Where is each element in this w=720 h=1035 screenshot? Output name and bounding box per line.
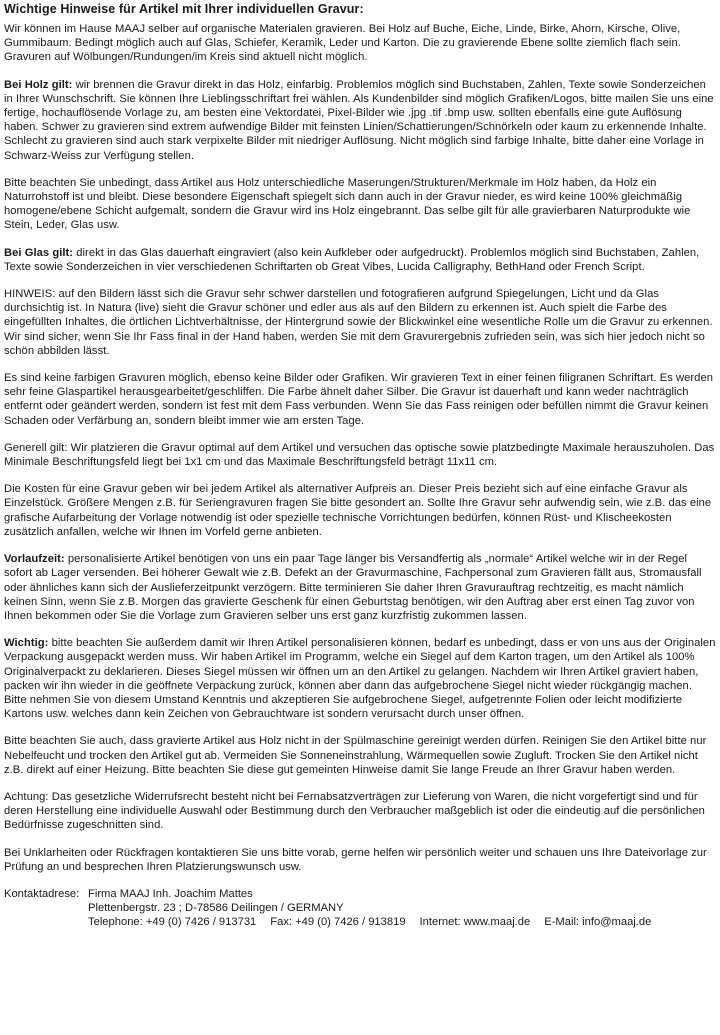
text-lead-time: personalisierte Artikel benötigen von uns ein paar Tage länger bis Versandfertig als „normale“ Artikel welche wir in der Regel sofort ab Lager versenden. Bei höherer Gewalt wie z.B. Defekt an der Gravurmaschine, Fachpersonal zum Gravieren fällt aus, Stromausfall oder ähnliches kann sich der Auslieferzeitpunkt verzögern. Bitte terminieren Sie daher Ihren Gravurauftrag rechtzeitig, es macht nämlich keinen Sinn, wenn Sie z.B. Morgen das gravierte Geschenk für einen Geburtstag benötigen, wir den Auftrag aber erst einen Tag zuvor von Ihnen bekommen oder Sie die Vorlage zum Gravieren selber uns erst ganz kurzfristig zukommen lassen. (4, 553, 702, 622)
label-lead-time: Vorlaufzeit: (4, 553, 65, 566)
text-glass: direkt in das Glas dauerhaft eingraviert (also kein Aufkleber oder aufgedruckt). Problemlos möglich sind Buchstaben, Zahlen, Texte sowie Sonderzeichen in vier verschiedenen Schriftarten ob Great Vibes, Lucida Calligraphy, BethHand oder French Script. (4, 246, 700, 273)
contact-company: Firma MAAJ Inh. Joachim Mattes (88, 887, 253, 900)
contact-web-link[interactable]: Internet: www.maaj.de (419, 916, 531, 929)
paragraph-costs: Die Kosten für eine Gravur geben wir bei jedem Artikel als alternativer Aufpreis an. Dieser Preis bezieht sich auf eine einfache Gravur als Einzelstück. Größere Mengen z.B. für Seriengravuren fragen Sie bitte gesondert an. Sollte Ihre Gravur sehr aufwendig sein, wie z.B. das eine grafische Aufarbeitung der Vorlage notwendig ist oder spezielle technische Vorrichtungen bedürfen, können Rüst- und Klischeekosten zusätzlich anfallen, welche wir Ihnen im Vorfeld gerne anbieten. (4, 483, 712, 538)
label-wood: Bei Holz gilt: (4, 78, 73, 91)
paragraph-wood (4, 78, 716, 163)
paragraph-lead-time (4, 552, 716, 623)
text-wood: wir brennen die Gravur direkt in das Holz, einfarbig. Problemlos möglich sind Buchstaben, Zahlen, Texte sowie Sonderzeichen in Ihrer Wunschschrift. Sie können Ihre Lieblingsschriftart frei wählen. Als Kundenbilder sind möglich Grafiken/Logos, bitte mailen Sie uns eine fertige, hochauflösende Vorlage zu, am besten eine Vektordatei, Pixel-Bilder wie .jpg .tif .bmp usw. sollten ebenfalls eine gute Auflösung haben. Schwer zu gravieren sind extrem aufwendige Bilder mit feinsten Linien/Schattierungen/Schnörkeln oder kaum zu erkennende Inhalte. Schlecht zu gravieren sind auch stark verpixelte Bilder mit niedriger Auflösung. Nicht möglich sind farbige Inhalte, bitte daher eine Vorlage in Schwarz-Weiss zur Verfügung stellen. (4, 78, 714, 162)
contact-block (4, 887, 716, 930)
paragraph-care: Bitte beachten Sie auch, dass gravierte Artikel aus Holz nicht in der Spülmaschine gereinigt werden dürfen. Reinigen Sie den Artikel bitte nur Nebelfeucht und trocken den Artikel gut ab. Vermeiden Sie Sonneneinstrahlung, Wärmequellen sowie Zugluft. Trocken Sie den Artikel nicht z.B. direkt auf einer Heizung. Bitte beachten Sie diese gut gemeinten Hinweise damit Sie lange Freude an Ihrer Gravur haben werden. (4, 735, 707, 776)
paragraph-materials: Wir können im Hause MAAJ selber auf organische Materialen gravieren. Bei Holz auf Buche, Eiche, Linde, Birke, Ahorn, Kirsche, Olive, Gummibaum. Bedingt möglich auch auf Glas, Schiefer, Keramik, Leder und Karton. Die zu gravierende Ebene sollte ziemlich flach sein. Gravuren auf Wölbungen/Rundungen/im Kreis sind aktuell nicht möglich. (4, 23, 681, 64)
label-important: Wichtig: (4, 637, 49, 650)
contact-fax: Fax: +49 (0) 7426 / 913819 (270, 916, 406, 929)
label-glass: Bei Glas gilt: (4, 246, 74, 259)
contact-label: Kontaktadrese: (4, 887, 80, 900)
contact-email-link[interactable]: E-Mail: info@maaj.de (544, 916, 652, 929)
text-important: bitte beachten Sie außerdem damit wir Ihren Artikel personalisieren können, bedarf es unbedingt, dass er von uns aus der Originalen Verpackung ausgepackt werden muss. Wir haben Artikel im Programm, welche ein Siegel auf dem Karton tragen, um den Artikel als 100% Originalverpackt zu deklarieren. Dieses Siegel müssen wir öffnen um an den Artikel zu gelangen. Nachdem wir Ihren Artikel graviert haben, packen wir ihn wieder in die geöffnete Verpackung zurück, können aber dann das aufgebrochene Siegel nicht wieder rückgängig machen. Bitte nehmen Sie von diesem Umstand Kenntnis und akzeptieren Sie aufgebrochene Siegel, aufgetrennte Folien oder leicht modifizierte Kartons usw. welches dann kein Zeichen von Gebrauchtware ist sondern verursacht durch unser öffnen. (4, 637, 716, 721)
paragraph-wood-grain: Bitte beachten Sie unbedingt, dass Artikel aus Holz unterschiedliche Maserungen/Strukturen/Merkmale im Holz haben, da Holz ein Naturrohstoff ist und bleibt. Diese besondere Eigenschaft spiegelt sich dann auch in der Gravur nieder, es wird keine 100% gleichmäßig homogene/ebene Schicht aufgemalt, sondern die Gravur wird ins Holz eingebrannt. Das selbe gilt für alle gravierbaren Naturprodukte wie Stein, Leder, Glas usw. (4, 176, 691, 232)
paragraph-no-color: Es sind keine farbigen Gravuren möglich, ebenso keine Bilder oder Grafiken. Wir gravieren Text in einer feinen filigranen Schriftart. Es werden sehr feine Glaspartikel herausgearbeitet/geschliffen. Die Farbe ähnelt daher Silber. Die Gravur ist dauerhaft und kann weder nachträglich entfernt oder geändert werden, sondern ist fest mit dem Fass verbunden. Wenn Sie das Fass reinigen oder befüllen nimmt die Gravur keinen Schaden oder Verfärbung an, sondern bleibt immer wie am ersten Tage. (4, 372, 713, 427)
paragraph-questions: Bei Unklarheiten oder Rückfragen kontaktieren Sie uns bitte vorab, gerne helfen wir persönlich weiter und schauen uns Ihre Dateivorlage zur Prüfung an und besprechen Ihren Platzierungswunsch usw. (4, 846, 707, 873)
document-title: Wichtige Hinweise für Artikel mit Ihrer individuellen Gravur: (4, 2, 364, 16)
contact-address: Plettenbergstr. 23 ; D-78586 Deilingen / GERMANY (88, 902, 344, 915)
paragraph-placement: Generell gilt: Wir platzieren die Gravur optimal auf dem Artikel und versuchen das optische sowie platzbedingte Maximale herauszuholen. Das Minimale Beschriftungsfeld liegt bei 1x1 cm und das Maximale Beschriftungsfeld beträgt 11x11 cm. (4, 441, 715, 469)
contact-phone: Telephone: +49 (0) 7426 / 913731 (88, 916, 257, 929)
paragraph-withdrawal: Achtung: Das gesetzliche Widerrufsrecht besteht nicht bei Fernabsatzverträgen zur Lieferung von Waren, die nicht vorgefertigt sind und für deren Herstellung eine individuelle Auswahl oder Bestimmung durch den Verbraucher maßgeblich ist oder die eindeutig auf die persönlichen Bedürfnisse zugeschnitten sind. (4, 790, 705, 832)
paragraph-important (4, 636, 716, 721)
paragraph-glass (4, 246, 716, 274)
paragraph-hinweis: HINWEIS: auf den Bildern lässt sich die Gravur sehr schwer darstellen und fotografieren aufgrund Spiegelungen, Licht und da Glas durchsichtig ist. In Natura (live) sieht die Gravur schöner und edler aus als auf den Bildern zu erkennen ist. Auch spielt die Farbe des eingefüllten Inhaltes, die örtlichen Lichtverhältnisse, der Hintergrund sowie der Blickwinkel eine wesentliche Rolle um die Gravur zu erkennen. Wir sind sicher, wenn Sie Ihr Fass final in der Hand haben, werden Sie mit dem Gravurergebnis zufrieden sein, was sich hier jedoch nicht so schön abbilden lässt. (4, 288, 713, 357)
